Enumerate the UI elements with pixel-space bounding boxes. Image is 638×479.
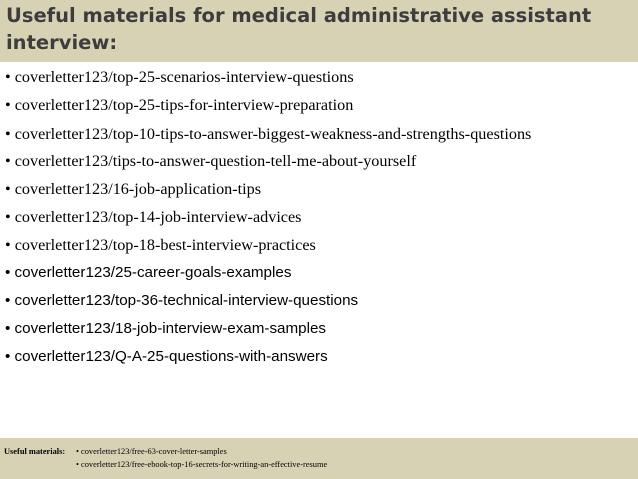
materials-list [5, 63, 630, 371]
page-title: Useful materials for medical administrative assistant interview: [6, 4, 592, 54]
list-item[interactable]: • coverletter123/Q-A-25-questions-with-answers [5, 347, 328, 365]
list-item[interactable]: • coverletter123/top-14-job-interview-advices [5, 207, 302, 226]
list-item[interactable]: • coverletter123/top-18-best-interview-practices [5, 235, 316, 254]
list-item[interactable]: • coverletter123/25-career-goals-examples [5, 263, 292, 281]
list-item[interactable]: • coverletter123/18-job-interview-exam-samples [5, 319, 327, 337]
footer-link[interactable]: • coverletter123/free-ebook-top-16-secrets-for-writing-an-effective-resume [76, 460, 328, 469]
title-band [0, 0, 638, 62]
list-item[interactable]: • coverletter123/top-36-technical-interview-questions [5, 291, 359, 309]
list-item[interactable]: • coverletter123/top-10-tips-to-answer-biggest-weakness-and-strengths-questions [5, 125, 532, 143]
footer-label: Useful materials: [4, 447, 66, 456]
footer-band [0, 438, 638, 479]
footer-link[interactable]: • coverletter123/free-63-cover-letter-samples [76, 447, 227, 456]
list-item[interactable]: • coverletter123/16-job-application-tips [5, 179, 262, 198]
list-item[interactable]: • coverletter123/top-25-tips-for-interview-preparation [5, 96, 354, 114]
list-item[interactable]: • coverletter123/top-25-scenarios-interview-questions [5, 68, 354, 86]
list-item[interactable]: • coverletter123/tips-to-answer-question-tell-me-about-yourself [5, 151, 417, 170]
